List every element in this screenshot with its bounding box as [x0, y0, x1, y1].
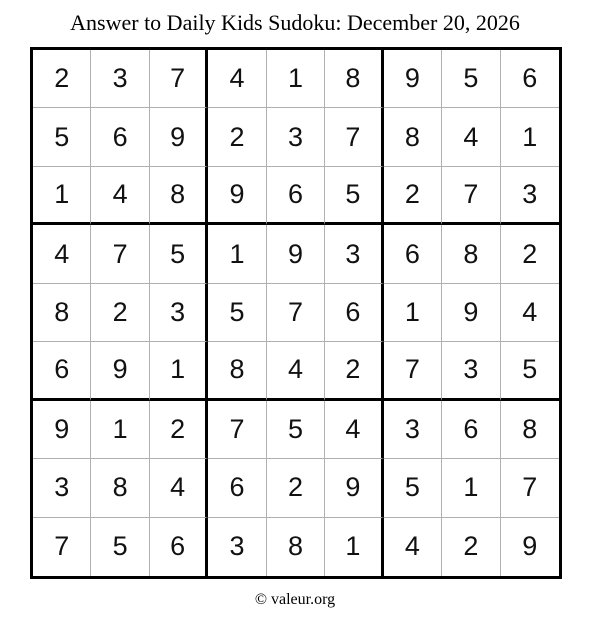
sudoku-cell-r7c2: 1 — [91, 401, 149, 459]
sudoku-cell-r5c5: 7 — [267, 284, 325, 342]
sudoku-cell-r8c1: 3 — [33, 459, 91, 517]
sudoku-cell-r1c8: 5 — [442, 50, 500, 108]
sudoku-cell-r4c6: 3 — [325, 225, 383, 283]
sudoku-cell-r8c5: 2 — [267, 459, 325, 517]
sudoku-cell-r6c6: 2 — [325, 342, 383, 400]
sudoku-cell-r6c4: 8 — [208, 342, 266, 400]
sudoku-cell-r1c9: 6 — [501, 50, 559, 108]
sudoku-cell-r2c7: 8 — [384, 108, 442, 166]
sudoku-cell-r3c3: 8 — [150, 167, 208, 225]
sudoku-cell-r7c4: 7 — [208, 401, 266, 459]
sudoku-cell-r9c7: 4 — [384, 518, 442, 576]
sudoku-cell-r7c7: 3 — [384, 401, 442, 459]
sudoku-cell-r3c6: 5 — [325, 167, 383, 225]
sudoku-cell-r4c2: 7 — [91, 225, 149, 283]
sudoku-cell-r8c7: 5 — [384, 459, 442, 517]
sudoku-cell-r3c1: 1 — [33, 167, 91, 225]
sudoku-cell-r2c8: 4 — [442, 108, 500, 166]
sudoku-cell-r4c4: 1 — [208, 225, 266, 283]
sudoku-cell-r9c9: 9 — [522, 531, 538, 562]
sudoku-cell-r9c8: 2 — [442, 518, 500, 576]
sudoku-cell-r1c3: 7 — [150, 50, 208, 108]
sudoku-cell-r3c2: 4 — [91, 167, 149, 225]
sudoku-cell-r7c5: 5 — [267, 401, 325, 459]
sudoku-board — [30, 47, 562, 579]
sudoku-cell-r5c9: 4 — [501, 284, 559, 342]
sudoku-cell-r1c6: 8 — [325, 50, 383, 108]
sudoku-cell-r8c6: 9 — [325, 459, 383, 517]
sudoku-cell-r2c5: 3 — [267, 108, 325, 166]
sudoku-cell-r1c7: 9 — [384, 50, 442, 108]
sudoku-cell-r2c3: 9 — [150, 108, 208, 166]
sudoku-cell-r9c3: 6 — [150, 518, 208, 576]
sudoku-cell-r1c1: 2 — [33, 50, 91, 108]
sudoku-cell-r8c8: 1 — [442, 459, 500, 517]
sudoku-cell-r5c4: 5 — [208, 284, 266, 342]
sudoku-cell-r2c4: 2 — [208, 108, 266, 166]
sudoku-cell-r4c8: 8 — [442, 225, 500, 283]
sudoku-cell-r7c1: 9 — [33, 401, 91, 459]
sudoku-cell-r6c3: 1 — [150, 342, 208, 400]
sudoku-cell-r4c5: 9 — [267, 225, 325, 283]
sudoku-cell-r3c5: 6 — [267, 167, 325, 225]
sudoku-cell-r6c9: 5 — [501, 342, 559, 400]
sudoku-cell-r6c1: 6 — [33, 342, 91, 400]
sudoku-cell-r5c1: 8 — [33, 284, 91, 342]
sudoku-cell-r2c1: 5 — [33, 108, 91, 166]
sudoku-cell-r4c9: 2 — [501, 225, 559, 283]
sudoku-cell-r7c9: 8 — [501, 401, 559, 459]
sudoku-cell-r1c4: 4 — [208, 50, 266, 108]
puzzle-title: Answer to Daily Kids Sudoku: December 20, 2026 — [70, 10, 520, 35]
sudoku-cell-r2c2: 6 — [91, 108, 149, 166]
sudoku-cell-r1c5: 1 — [267, 50, 325, 108]
sudoku-cell-r8c4: 6 — [208, 459, 266, 517]
sudoku-cell-r3c9: 3 — [501, 167, 559, 225]
sudoku-cell-r5c6: 6 — [325, 284, 383, 342]
sudoku-cell-r5c2: 2 — [91, 284, 149, 342]
sudoku-cell-r1c2: 3 — [91, 50, 149, 108]
sudoku-cell-r4c1: 4 — [33, 225, 91, 283]
sudoku-cell-r5c7: 1 — [384, 284, 442, 342]
sudoku-cell-r9c1: 7 — [33, 518, 91, 576]
sudoku-cell-r9c6: 1 — [325, 518, 383, 576]
sudoku-cell-r2c6: 7 — [325, 108, 383, 166]
sudoku-cell-r4c7: 6 — [384, 225, 442, 283]
sudoku-cell-r7c6: 4 — [325, 401, 383, 459]
sudoku-cell-r9c2: 5 — [91, 518, 149, 576]
sudoku-cell-r9c5: 8 — [267, 518, 325, 576]
sudoku-cell-r3c4: 9 — [208, 167, 266, 225]
sudoku-cell-r3c7: 2 — [384, 167, 442, 225]
sudoku-cell-r4c3: 5 — [150, 225, 208, 283]
sudoku-cell-r3c8: 7 — [442, 167, 500, 225]
sudoku-cell-r2c9: 1 — [501, 108, 559, 166]
sudoku-cell-r8c9: 7 — [501, 459, 559, 517]
sudoku-cell-r5c3: 3 — [150, 284, 208, 342]
sudoku-cell-r8c3: 4 — [150, 459, 208, 517]
sudoku-cell-r5c8: 9 — [442, 284, 500, 342]
sudoku-cell-r6c5: 4 — [267, 342, 325, 400]
sudoku-cell-r6c2: 9 — [91, 342, 149, 400]
sudoku-cell-r7c3: 2 — [150, 401, 208, 459]
sudoku-cell-r8c2: 8 — [91, 459, 149, 517]
sudoku-cell-r6c7: 7 — [384, 342, 442, 400]
sudoku-cell-r9c4: 3 — [208, 518, 266, 576]
sudoku-cell-r6c8: 3 — [442, 342, 500, 400]
copyright-footer: © valeur.org — [254, 591, 336, 608]
sudoku-cell-r7c8: 6 — [442, 401, 500, 459]
